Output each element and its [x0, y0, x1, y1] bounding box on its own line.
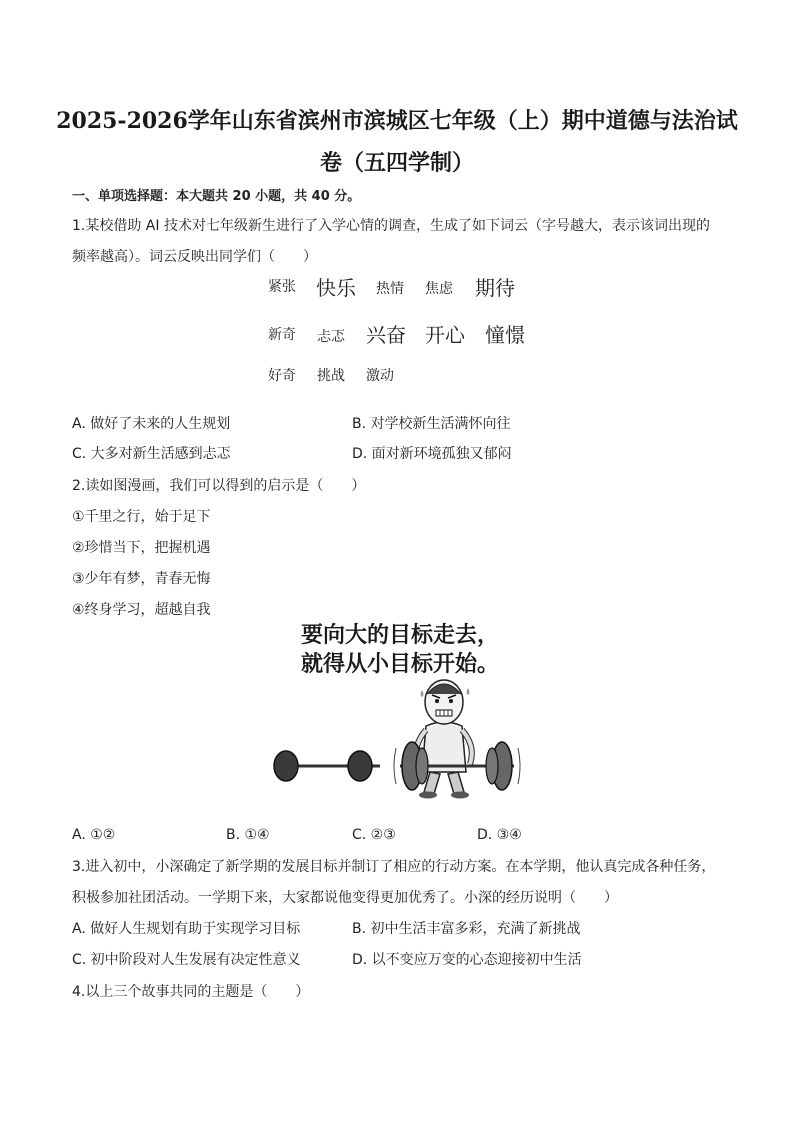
lifter-icon [394, 680, 520, 799]
q2-option-a: A. ①② [72, 827, 116, 843]
cartoon-caption-line2: 就得从小目标开始。 [300, 652, 499, 677]
weightlifting-cartoon [262, 676, 532, 806]
cloud-word: 憧憬 [485, 323, 525, 347]
section-heading: 一、单项选择题：本大题共 20 小题，共 40 分。 [72, 189, 361, 204]
exam-title-line1: 2025-2026学年山东省滨州市滨城区七年级（上）期中道德与法治试 [56, 108, 738, 134]
q1-option-a: A. 做好了未来的人生规划 [72, 416, 231, 432]
cloud-word: 焦虑 [425, 281, 453, 297]
cloud-word: 挑战 [317, 368, 345, 384]
q1-option-b: B. 对学校新生活满怀向往 [352, 416, 511, 432]
q2-item-4: ④终身学习，超越自我 [72, 602, 211, 618]
q1-stem-line1: 1.某校借助 AI 技术对七年级新生进行了入学心情的调查，生成了如下词云（字号越大，表示该词出现的 [72, 218, 710, 234]
q1-option-c: C. 大多对新生活感到忐忑 [72, 446, 231, 462]
cloud-word: 新奇 [268, 327, 296, 343]
cloud-word: 期待 [475, 276, 515, 300]
cloud-word: 忐忑 [317, 329, 345, 345]
q3-stem-line2: 积极参加社团活动。一学期下来，大家都说他变得更加优秀了。小深的经历说明（ ） [72, 890, 618, 906]
q2-item-1: ①千里之行，始于足下 [72, 509, 211, 525]
q1-option-d: D. 面对新环境孤独又郁闷 [352, 446, 512, 462]
q3-stem-line1: 3.进入初中，小深确定了新学期的发展目标并制订了相应的行动方案。在本学期，他认真完成各种任务， [72, 859, 716, 875]
q4-stem: 4.以上三个故事共同的主题是（ ） [72, 984, 310, 1000]
q2-option-c: C. ②③ [352, 827, 396, 843]
q1-stem-line2: 频率越高）。词云反映出同学们（ ） [72, 249, 317, 265]
q3-option-b: B. 初中生活丰富多彩，充满了新挑战 [352, 921, 581, 937]
q3-option-a: A. 做好人生规划有助于实现学习目标 [72, 921, 301, 937]
cloud-word: 紧张 [268, 279, 296, 295]
q2-item-3: ③少年有梦，青春无悔 [72, 571, 211, 587]
exam-title-line2: 卷（五四学制） [319, 150, 474, 176]
q2-stem: 2.读如图漫画，我们可以得到的启示是（ ） [72, 478, 366, 494]
small-barbell-icon [274, 751, 380, 781]
q2-item-2: ②珍惜当下，把握机遇 [72, 540, 211, 556]
cloud-word: 热情 [376, 281, 404, 297]
cloud-word: 快乐 [316, 276, 356, 300]
cloud-word: 兴奋 [366, 323, 406, 347]
q2-option-d: D. ③④ [477, 827, 522, 843]
q3-option-d: D. 以不变应万变的心态迎接初中生活 [352, 952, 582, 968]
q3-option-c: C. 初中阶段对人生发展有决定性意义 [72, 952, 301, 968]
cartoon-caption-line1: 要向大的目标走去， [300, 623, 499, 648]
cloud-word: 好奇 [268, 368, 296, 384]
q2-option-b: B. ①④ [226, 827, 270, 843]
cloud-word: 激动 [366, 368, 394, 384]
cloud-word: 开心 [425, 323, 465, 347]
